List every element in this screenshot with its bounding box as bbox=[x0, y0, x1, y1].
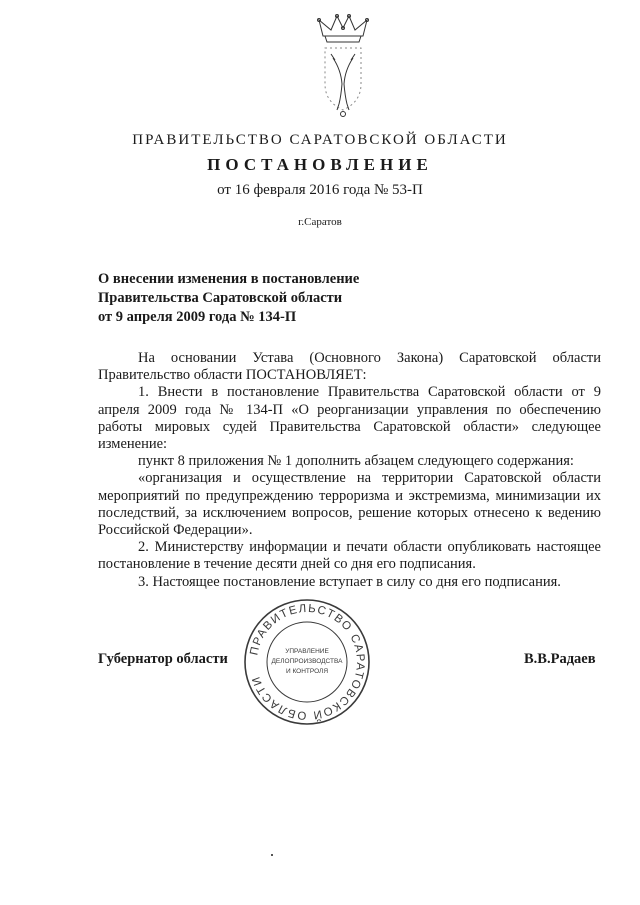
document-subject bbox=[98, 270, 359, 327]
body-paragraph: пункт 8 приложения № 1 дополнить абзацем следующего содержания: bbox=[138, 453, 574, 470]
body-paragraph: На основании Устава (Основного Закона) Саратовской области Правительство области ПОСТАНОВЛЯЕТ: bbox=[98, 350, 601, 384]
stamp-center-line: И КОНТРОЛЯ bbox=[285, 668, 329, 675]
subject-line: от 9 апреля 2009 года № 134-П bbox=[98, 309, 297, 325]
date-and-number: от 16 февраля 2016 года № 53-П bbox=[217, 182, 423, 198]
government-name: ПРАВИТЕЛЬСТВО САРАТОВСКОЙ ОБЛАСТИ bbox=[132, 132, 508, 148]
subject-line: О внесении изменения в постановление bbox=[98, 271, 360, 287]
official-stamp bbox=[242, 597, 372, 727]
coat-of-arms-emblem bbox=[311, 14, 375, 120]
stamp-center-line: УПРАВЛЕНИЕ bbox=[285, 648, 329, 655]
body-paragraph: «организация и осуществление на территории Саратовской области мероприятий по предупреждению терроризма и экстремизма, минимизации их последствий, за исключением вопросов, решение которых отнесено к ведению Российской Федерации». bbox=[98, 470, 601, 539]
stamp-ring-text: ПРАВИТЕЛЬСТВО САРАТОВСКОЙ ОБЛАСТИ bbox=[248, 602, 367, 722]
signatory-name: В.В.Радаев bbox=[524, 651, 596, 667]
signatory-position: Губернатор области bbox=[98, 651, 228, 667]
scan-speck bbox=[271, 854, 273, 856]
stamp-center-line: ДЕЛОПРОИЗВОДСТВА bbox=[271, 658, 343, 665]
city-name: г.Саратов bbox=[298, 216, 342, 228]
document-type-title: ПОСТАНОВЛЕНИЕ bbox=[207, 155, 433, 174]
document-body bbox=[98, 350, 601, 591]
subject-line: Правительства Саратовской области bbox=[98, 290, 343, 306]
body-paragraph: 3. Настоящее постановление вступает в силу со дня его подписания. bbox=[138, 573, 561, 590]
body-paragraph: 1. Внести в постановление Правительства Саратовской области от 9 апреля 2009 года № 134-П «О реорганизации управления по обеспечению работы мировых судей Правительства Саратовской области» следующее изменение: bbox=[98, 384, 601, 453]
body-paragraph: 2. Министерству информации и печати области опубликовать настоящее постановление в течение десяти дней со дня его подписания. bbox=[98, 539, 601, 573]
